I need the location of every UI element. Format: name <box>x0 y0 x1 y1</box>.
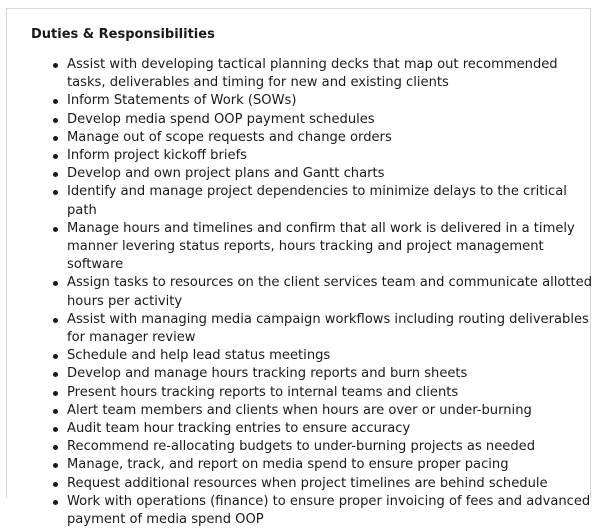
bullet-icon <box>53 63 58 68</box>
list-item-text: Alert team members and clients when hours are over or under-burning <box>67 402 532 418</box>
list-item <box>67 311 592 347</box>
list-item <box>67 56 592 92</box>
list-item-text: Recommend re-allocating budgets to under-burning projects as needed <box>67 439 536 455</box>
list-item <box>67 220 592 275</box>
list-item-text: Audit team hour tracking entries to ensure accuracy <box>67 421 411 437</box>
bullet-icon <box>53 500 58 505</box>
list-item <box>67 165 592 183</box>
list-item-text: Assist with developing tactical planning decks that map out recommended tasks, deliverables and timing for new and existing clients <box>67 57 558 91</box>
bullet-icon <box>53 445 58 450</box>
bullet-icon <box>53 372 58 377</box>
bullet-icon <box>53 154 58 159</box>
list-item <box>67 129 592 147</box>
bullet-icon <box>53 427 58 432</box>
list-item-text: Inform project kickoff briefs <box>67 148 248 164</box>
list-item-text: Develop and manage hours tracking reports and burn sheets <box>67 366 468 382</box>
bullet-icon <box>53 354 58 359</box>
list-item <box>67 111 592 129</box>
list-item-text: Assist with managing media campaign workflows including routing deliverables for manager review <box>67 311 589 346</box>
list-item <box>67 402 592 420</box>
list-item-text: Present hours tracking reports to internal teams and clients <box>67 384 459 400</box>
list-item-text: Manage, track, and report on media spend to ensure proper pacing <box>67 457 509 473</box>
bullet-icon <box>53 190 58 195</box>
section-heading: Duties & Responsibilities <box>31 27 215 42</box>
bullet-icon <box>53 409 58 414</box>
list-item <box>67 183 592 219</box>
list-item-text: Assign tasks to resources on the client services team and communicate allotted hours per activity <box>67 275 593 309</box>
bullet-icon <box>53 227 58 232</box>
list-item-text: Request additional resources when project timelines are behind schedule <box>67 475 548 491</box>
bullet-icon <box>53 99 58 104</box>
list-item <box>67 365 592 383</box>
content-card <box>6 8 593 528</box>
list-item <box>67 147 592 165</box>
bullet-icon <box>53 391 58 396</box>
bullet-icon <box>53 136 58 141</box>
list-item-text: Manage hours and timelines and confirm that all work is delivered in a timely manner levering status reports, hours tracking and project management software <box>67 220 575 273</box>
duties-list <box>7 56 592 529</box>
bullet-icon <box>53 172 58 177</box>
list-item-text: Manage out of scope requests and change orders <box>67 129 392 145</box>
list-item <box>67 274 592 310</box>
list-item <box>67 384 592 402</box>
bullet-icon <box>53 463 58 468</box>
list-item-text: Schedule and help lead status meetings <box>67 348 331 364</box>
list-item <box>67 438 592 456</box>
list-item <box>67 493 592 529</box>
bullet-icon <box>53 318 58 323</box>
list-item-text: Work with operations (finance) to ensure proper invoicing of fees and advanced payment of media spend OOP <box>67 493 591 528</box>
bullet-icon <box>53 482 58 487</box>
bullet-icon <box>53 281 58 286</box>
list-item-text: Develop media spend OOP payment schedules <box>67 111 375 127</box>
list-item-text: Inform Statements of Work (SOWs) <box>67 93 297 109</box>
list-item-text: Develop and own project plans and Gantt charts <box>67 166 385 182</box>
list-item <box>67 420 592 438</box>
list-item <box>67 92 592 110</box>
list-item <box>67 456 592 474</box>
list-item-text: Identify and manage project dependencies to minimize delays to the critical path <box>67 184 567 218</box>
list-item <box>67 347 592 365</box>
bullet-icon <box>53 118 58 123</box>
list-item <box>67 475 592 493</box>
